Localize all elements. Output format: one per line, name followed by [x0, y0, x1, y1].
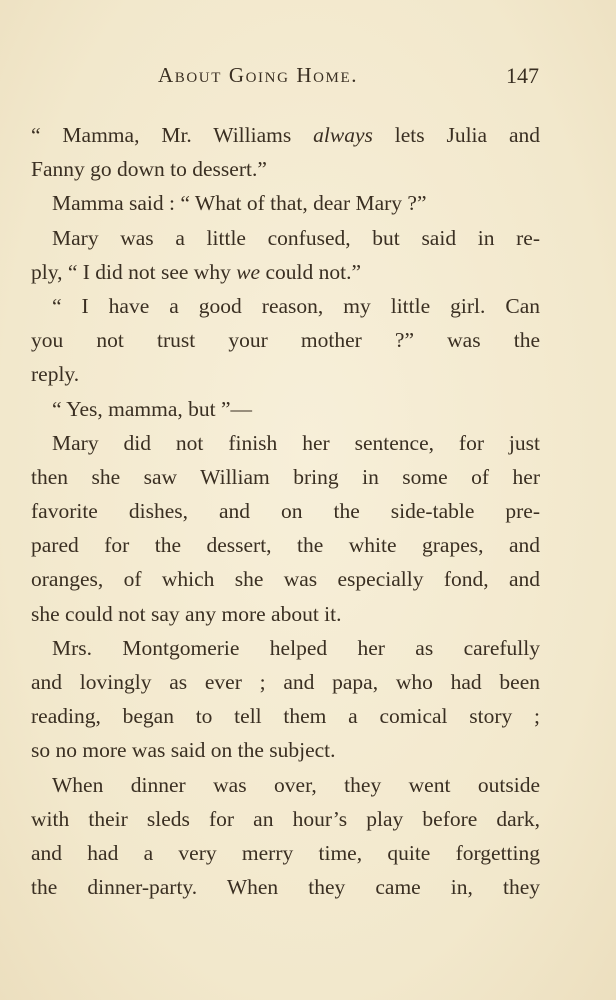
text-line	[31, 392, 540, 426]
text-line	[31, 460, 540, 494]
text-line	[31, 733, 540, 767]
text-line	[31, 562, 540, 596]
text-segment: oranges, of which she was especially fond, and	[31, 567, 540, 592]
text-segment: lets Julia and	[372, 123, 540, 147]
text-segment: ply, “ I did not see why	[31, 259, 237, 284]
text-segment: and lovingly as ever ; and papa, who had been	[31, 670, 540, 694]
text-line	[31, 152, 540, 186]
text-line	[31, 221, 540, 255]
italic-word: always	[313, 123, 373, 147]
text-segment: the dinner-party. When they came in, they	[31, 875, 540, 900]
text-segment: Mrs. Montgomerie helped her as carefully	[52, 635, 540, 660]
text-segment: Mary was a little confused, but said in re-	[52, 225, 540, 250]
text-line	[31, 597, 540, 631]
running-head: About Going Home.	[158, 63, 359, 87]
text-segment: and had a very merry time, quite forgetting	[31, 840, 540, 865]
text-segment: with their sleds for an hour’s play before dark,	[31, 806, 540, 831]
text-segment: pared for the dessert, the white grapes, and	[31, 533, 540, 558]
text-segment: Mary did not finish her sentence, for just	[52, 430, 540, 455]
text-line	[31, 255, 540, 289]
text-line	[31, 768, 540, 802]
text-line	[31, 802, 540, 836]
text-line	[31, 665, 540, 699]
text-line	[31, 528, 540, 562]
text-line	[31, 118, 540, 152]
italic-word: we	[236, 259, 261, 284]
text-line	[31, 426, 540, 460]
body-text	[31, 118, 540, 904]
text-segment: “ Yes, mamma, but ”—	[52, 396, 253, 421]
text-line	[31, 357, 540, 391]
text-line	[31, 323, 540, 357]
text-segment: reading, began to tell them a comical story ;	[31, 704, 540, 729]
text-line	[31, 631, 540, 665]
text-segment: “ I have a good reason, my little girl. Can	[52, 293, 540, 318]
text-segment: Fanny go down to dessert.”	[31, 157, 267, 182]
text-segment: you not trust your mother ?” was the	[31, 328, 540, 353]
text-segment: favorite dishes, and on the side-table pre-	[31, 499, 540, 524]
page-header	[0, 63, 616, 93]
text-segment: could not.”	[260, 259, 362, 284]
text-line	[31, 836, 540, 870]
text-segment: Mamma said : “ What of that, dear Mary ?”	[52, 191, 427, 216]
text-segment: she could not say any more about it.	[31, 601, 342, 626]
text-line	[31, 289, 540, 323]
text-segment: When dinner was over, they went outside	[52, 772, 540, 797]
text-segment: so no more was said on the subject.	[31, 738, 336, 763]
page-number: 147	[506, 63, 539, 88]
text-segment: “ Mamma, Mr. Williams	[31, 123, 314, 147]
text-line	[31, 870, 540, 904]
text-line	[31, 699, 540, 733]
text-segment: reply.	[31, 362, 80, 387]
text-segment: then she saw William bring in some of her	[31, 464, 540, 489]
text-line	[31, 494, 540, 528]
text-line	[31, 186, 540, 220]
